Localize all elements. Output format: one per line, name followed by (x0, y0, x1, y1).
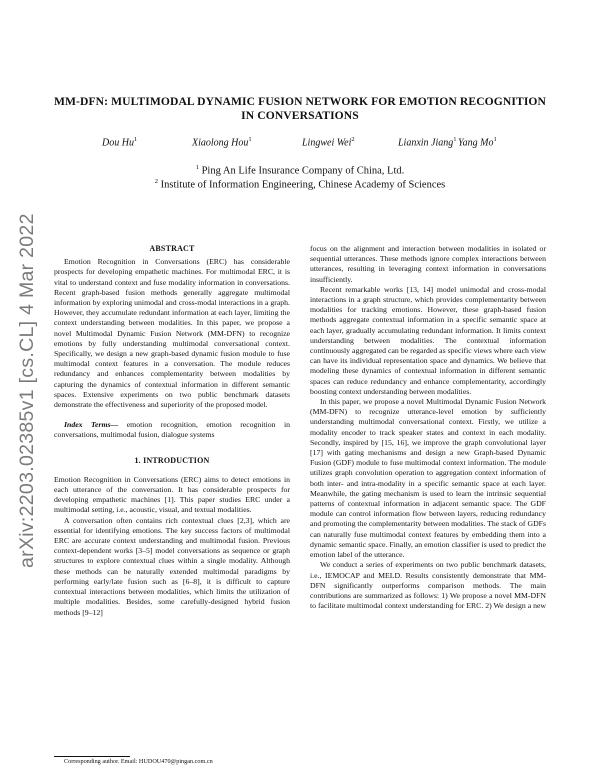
paper-title-line-1: MM-DFN: MULTIMODAL DYNAMIC FUSION NETWORK FOR EMOTION RECOGNITION (53, 95, 547, 108)
intro-paragraph-4: Recent remarkable works [13, 14] model unimodal and cross-modal interactions in a graph structure, which provides complementarity between modalities for tracking emotions. However, these graph-based fusion methods aggregate contextual information in a specific semantic space at each layer, gradually accumulating redundant information. It limits context understanding between modalities. The contextual information continuously aggregated can be regarded as specific views where each view can have its individual representation space and dynamics. We believe that modeling these dynamics of contextual information in different semantic spaces can reduce redundancy and enhance complementarity, accordingly boosting context understanding between modalities. (310, 284, 546, 396)
paper-title (40, 95, 560, 123)
paper-title-line-2: IN CONVERSATIONS (241, 108, 359, 122)
author: Yang Mo$^1$ (458, 136, 497, 149)
introduction-heading: 1. INTRODUCTION (134, 455, 210, 465)
intro-paragraph-2: A conversation often contains rich contextual clues [2,3], which are essential for identifying emotions. The key success factors of multimodal ERC are accurate context understanding and multimodal fusion. Previous context-dependent works [3–5] model conversations as sequence or graph structures to explore contextual clues within a single modality. Although these methods can be naturally extended multimodal paradigms by performing early/late fusion such as [6–8], it is difficult to capture contextual interactions between modalities, which limits the utilization of multiple modalities. Besides, some carefully-designed hybrid fusion methods [9–12] (54, 515, 290, 617)
affiliation: $^2$ Institute of Information Engineering, Chinese Academy of Sciences (154, 178, 446, 191)
intro-paragraph-1: Emotion Recognition in Conversations (ERC) aims to detect emotions in each utterance of the conversation. It has considerable prospects for developing empathetic machines [1]. This paper studies ERC under a multimodal setting, i.e., acoustic, visual, and textual modalities. (54, 474, 290, 515)
footnote: Corresponding author. Email: HUDOU470@pingan.com.cn (64, 758, 213, 765)
author: Xiaolong Hou$^1$ (192, 136, 252, 149)
index-terms (54, 420, 290, 440)
abstract-heading: ABSTRACT (149, 244, 195, 253)
index-terms-label: Index Terms— (64, 420, 119, 430)
arxiv-side-stamp: arXiv:2203.02385v1 [cs.CL] 4 Mar 2022 (16, 213, 38, 568)
author: Lingwei Wei$^2$ (302, 136, 355, 149)
left-column (54, 244, 290, 618)
author-list (90, 136, 510, 150)
intro-paragraph-6: We conduct a series of experiments on two public benchmark datasets, i.e., IEMOCAP and MELD. Results consistently demonstrate that MM-DFN significantly outperforms comparison methods. The main contributions are summarized as follows: 1) We propose a novel MM-DFN to facilitate multimodal context understanding for ERC. 2) We design a new (310, 560, 546, 611)
footnote-divider (54, 756, 130, 757)
affiliation: $^1$ Ping An Life Insurance Company of China, Ltd. (195, 164, 405, 177)
intro-paragraph-5: In this paper, we propose a novel Multimodal Dynamic Fusion Network (MM-DFN) to recognize utterance-level emotion by sufficiently understanding multimodal conversational context. Firstly, we utilize a modality encoder to track speaker states and context in each modality. Secondly, inspired by [15, 16], we improve the graph convolutional layer [17] with gating mechanisms and design a new Graph-based Dynamic Fusion (GDF) module to fuse multimodal context information. The module utilizes graph convolution operation to aggregation context information of both inter- and intra-modality in a specific semantic space at each layer. Meanwhile, the gating mechanism is used to learn the intrinsic sequential patterns of contextual information in adjacent semantic space. The GDF module can control information flow between layers, reducing redundancy and promoting the complementarity between modalities. The stack of GDFs can naturally fuse multimodal context features by embedding them into a dynamic semantic space. Finally, an emotion classifier is used to predict the emotion label of the utterance. (310, 397, 546, 560)
abstract-body: Emotion Recognition in Conversations (ERC) has considerable prospects for developing empathetic machines. For multimodal ERC, it is vital to understand context and fuse modality information in conversations. Recent graph-based fusion methods generally aggregate multimodal information by exploring unimodal and cross-modal interactions in a graph. However, they accumulate redundant information at each layer, limiting the context understanding between modalities. In this paper, we propose a novel Multimodal Dynamic Fusion Network (MM-DFN) to recognize emotions by fully understanding multimodal conversational context. Specifically, we design a new graph-based dynamic fusion module to fuse multimodal context features in a conversation. The module reduces redundancy and enhances complementarity between modalities by capturing the dynamics of contextual information in different semantic spaces. Extensive experiments on two public benchmark datasets demonstrate the effectiveness and superiority of the proposed model. (54, 257, 290, 410)
author: Dou Hu$^1$ (102, 136, 138, 149)
right-column (310, 244, 546, 611)
author: Lianxin Jiang$^1$ (398, 136, 457, 149)
intro-paragraph-3: focus on the alignment and interaction between modalities in isolated or sequential utterances. These methods ignore complex interactions between utterances, resulting in leveraging context information in conversations insufficiently. (310, 244, 546, 284)
index-terms-text: emotion recognition, emotion recognition in conversations, multimodal fusion, dialogue systems (54, 420, 290, 440)
